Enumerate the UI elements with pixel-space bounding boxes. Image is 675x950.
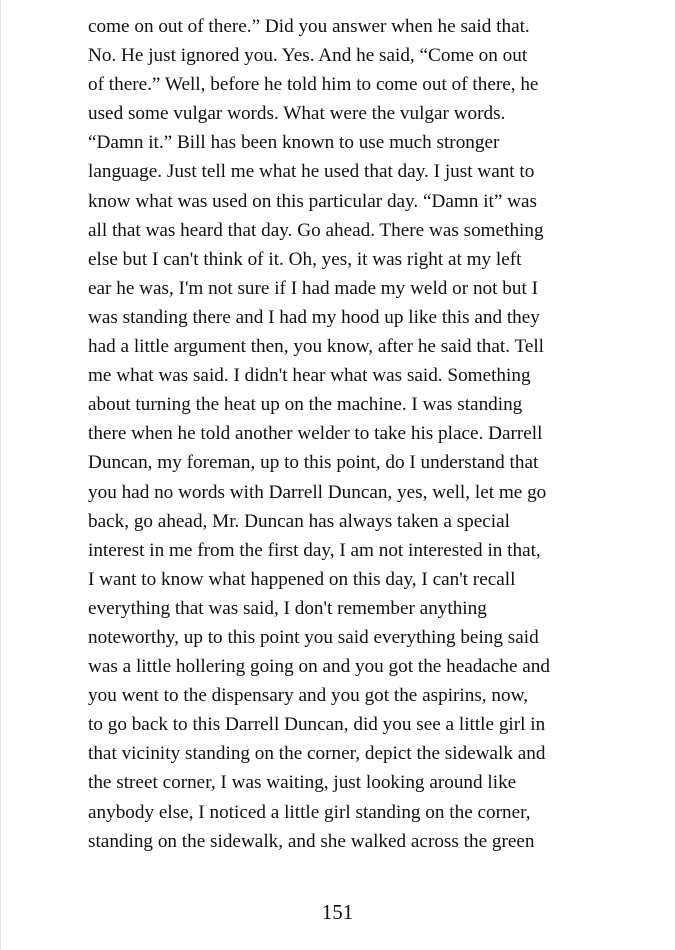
text-line: No. He just ignored you. Yes. And he said, “Come on out <box>88 45 528 67</box>
text-line: anybody else, I noticed a little girl standing on the corner, <box>88 801 531 823</box>
text-line: you went to the dispensary and you got the aspirins, now, <box>88 685 529 707</box>
text-line: know what was used on this particular day. “Damn it” was <box>88 190 538 212</box>
text-line: there when he told another welder to take his place. Darrell <box>88 423 543 445</box>
text-line: you had no words with Darrell Duncan, yes, well, let me go <box>88 481 547 503</box>
text-line: “Damn it.” Bill has been known to use much stronger <box>88 132 500 154</box>
text-line: language. Just tell me what he used that day. I just want to <box>88 161 535 183</box>
text-line: that vicinity standing on the corner, depict the sidewalk and <box>88 743 546 765</box>
text-line: interest in me from the first day, I am not interested in that, <box>88 539 541 561</box>
page-number: 151 <box>321 900 354 924</box>
text-line: of there.” Well, before he told him to come out of there, he <box>88 74 539 96</box>
text-line: used some vulgar words. What were the vulgar words. <box>88 103 506 125</box>
text-line: was standing there and I had my hood up like this and they <box>88 306 540 328</box>
text-line: all that was heard that day. Go ahead. There was something <box>88 219 544 241</box>
page-edge <box>0 0 1 950</box>
text-line: everything that was said, I don't remember anything <box>88 597 487 619</box>
text-line: back, go ahead, Mr. Duncan has always taken a special <box>88 510 510 532</box>
text-line: ear he was, I'm not sure if I had made my weld or not but I <box>88 277 538 299</box>
text-line: noteworthy, up to this point you said everything being said <box>88 626 539 648</box>
text-line: had a little argument then, you know, after he said that. Tell <box>88 336 545 358</box>
text-line: me what was said. I didn't hear what was said. Something <box>88 365 531 387</box>
text-line: come on out of there.” Did you answer when he said that. <box>88 16 530 37</box>
text-line: was a little hollering going on and you got the headache and <box>88 656 550 678</box>
text-line: the street corner, I was waiting, just looking around like <box>88 772 517 794</box>
text-line: to go back to this Darrell Duncan, did you see a little girl in <box>88 714 546 736</box>
text-line: else but I can't think of it. Oh, yes, it was right at my left <box>88 248 522 270</box>
text-line: I want to know what happened on this day, I can't recall <box>88 568 516 590</box>
text-line: about turning the heat up on the machine. I was standing <box>88 394 523 416</box>
text-line: standing on the sidewalk, and she walked across the green <box>88 830 535 852</box>
text-line: Duncan, my foreman, up to this point, do I understand that <box>88 452 539 474</box>
body-text <box>88 12 598 856</box>
